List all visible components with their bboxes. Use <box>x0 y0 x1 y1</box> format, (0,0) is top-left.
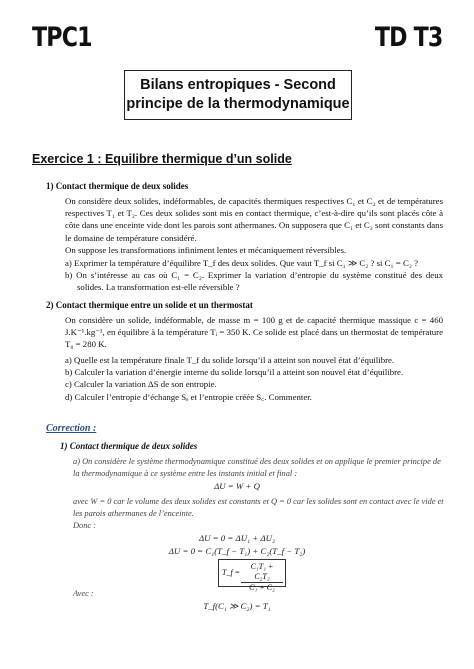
td-label: TD T3 <box>374 22 442 53</box>
question-2a: a) Quelle est la température finale T_f du solide lorsqu’il a atteint son nouvel état d’équilibre. <box>65 355 395 365</box>
equation-1: ΔU = W + Q <box>214 481 260 491</box>
title-line-1: Bilans entropiques - Second <box>140 77 336 93</box>
correction-heading: Correction : <box>46 423 97 434</box>
question-1b: b) On s’intéresse au cas où C₁ = C₂. Exprimer la variation d’entropie du système constitué des deux solides. La transformation est-elle réversible ? <box>65 270 443 293</box>
question-2c: c) Calculer la variation ΔS de son entropie. <box>65 379 217 390</box>
equation-4: T_f(C₁ ≫ C₂) = T₁ <box>203 601 271 611</box>
equation-2: ΔU = 0 = ΔU₁ + ΔU₂ <box>198 533 276 543</box>
boxed-result-lhs: T_f = <box>222 568 241 577</box>
part1-intro-p1: On considère deux solides, indéformables, de capacités thermiques respectives C₁ et C₂ et de températures respectives T₁ et T₂. Ces deux solides sont mis en contact thermique, c’est-à-dire qu’ils sont placés côte à côte dans une enceinte vide dont les parois sont athermanes. On supposera que C₁ et C₂ sont constants dans le domaine de température considéré. <box>65 196 443 243</box>
fraction-denominator: C₁ + C₂ <box>249 583 275 592</box>
exercise-title: : Equilibre thermique d’un solide <box>93 152 292 166</box>
equation-3: ΔU = 0 = C₁(T_f − T₁) + C₂(T_f − T₂) <box>168 546 306 556</box>
part2-intro-p: On considère un solide, indéformable, de masse m = 100 g et de capacité thermique massique c = 460 J.K⁻¹.kg⁻¹, en équilibre à la température Tᵢ = 350 K. Ce solide est placé dans un thermostat de température T₀ = 280 K. <box>65 315 443 350</box>
correction-text-a: a) On considère le système thermodynamique constitué des deux solides et on applique le premier principe de la thermodynamique à ce système entre les instants initial et final : <box>73 457 441 478</box>
question-1a: a) Exprimer la température d’équilibre T_f des deux solides. Que vaut T_f si C₁ ≫ C₂ ? si C₁ = C₂ ? <box>65 258 418 268</box>
part1-intro-p2: On suppose les transformations infiniment lentes et mécaniquement réversibles. <box>65 244 347 255</box>
part1-intro <box>65 195 443 256</box>
part2-questions <box>65 354 443 403</box>
correction-text-b: avec W = 0 car le volume des deux solides est constants et Q = 0 car les solides sont en contact avec le vide et les parois athermanes de l’enceinte. <box>73 497 444 518</box>
fraction-numerator: C₁T₁ + C₂T₂ <box>241 562 283 583</box>
donc-label: Donc : <box>73 521 97 530</box>
course-label: TPC1 <box>32 22 92 53</box>
part2-intro <box>65 314 443 351</box>
question-2b: b) Calculer la variation d’énergie interne du solide lorsqu’il a atteint son nouvel état d’équilibre. <box>65 367 404 378</box>
title-line-2: principe de la thermodynamique <box>126 96 350 112</box>
part2-heading: 2) Contact thermique entre un solide et un thermostat <box>46 300 253 310</box>
correction-subheading: 1) Contact thermique de deux solides <box>60 441 198 451</box>
exercise-heading <box>32 152 292 166</box>
exercise-label: Exercice 1 <box>32 152 94 166</box>
part1-questions <box>65 257 443 294</box>
part1-heading: 1) Contact thermique de deux solides <box>46 181 189 191</box>
title-box <box>124 70 352 120</box>
avec-label: Avec : <box>73 589 94 598</box>
boxed-result <box>218 559 286 592</box>
question-2d: d) Calculer l’entropie d’échange Sₑ et l’entropie créée S꜀. Commenter. <box>65 391 312 402</box>
